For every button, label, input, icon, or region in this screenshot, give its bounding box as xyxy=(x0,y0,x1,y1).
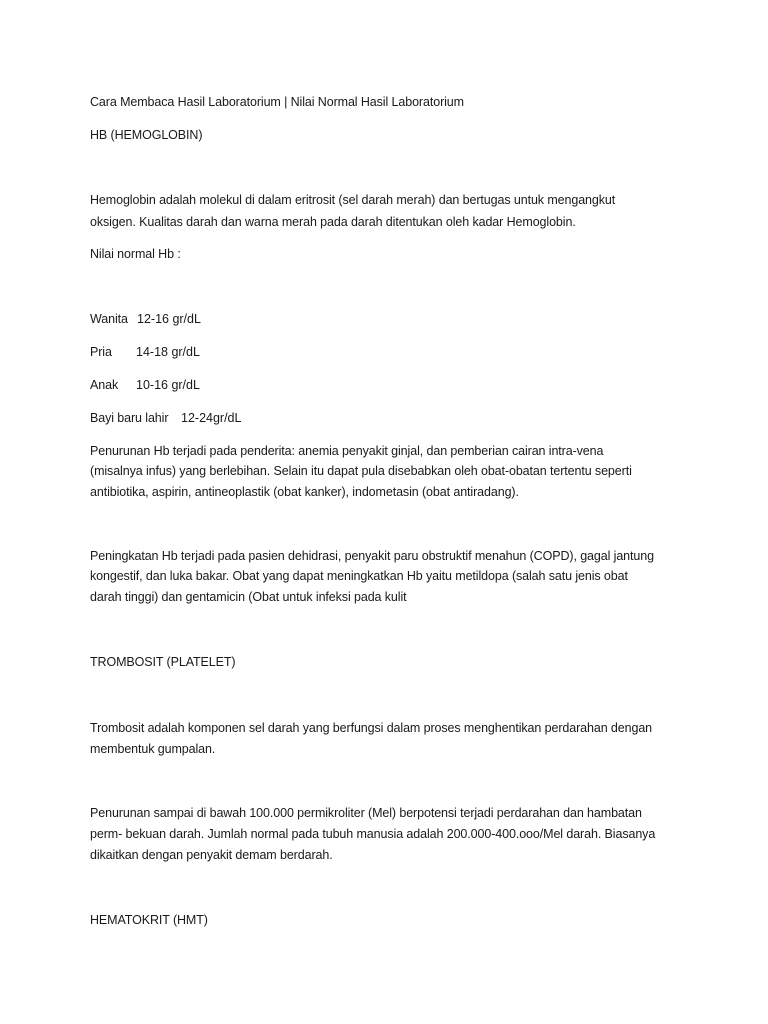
hb-decrease-line: antibiotika, aspirin, antineoplastik (obat kanker), indometasin (obat antiradang). xyxy=(90,485,519,499)
normal-value-wanita: 12-16 gr/dL xyxy=(137,312,201,326)
normal-value-pria: 14-18 gr/dL xyxy=(136,345,200,359)
hb-increase-line: darah tinggi) dan gentamicin (Obat untuk infeksi pada kulit xyxy=(90,590,407,604)
normal-group-bayi: Bayi baru lahir xyxy=(90,411,169,425)
section-heading-hb: HB (HEMOGLOBIN) xyxy=(90,128,203,142)
section-heading-trombosit: TROMBOSIT (PLATELET) xyxy=(90,655,236,669)
hb-normal-label: Nilai normal Hb : xyxy=(90,247,181,261)
section-heading-hematokrit: HEMATOKRIT (HMT) xyxy=(90,913,208,927)
normal-value-anak: 10-16 gr/dL xyxy=(136,378,200,392)
trombosit-decrease-line: dikaitkan dengan penyakit demam berdarah. xyxy=(90,848,333,862)
hb-intro-line: Hemoglobin adalah molekul di dalam eritrosit (sel darah merah) dan bertugas untuk mengangkut xyxy=(90,193,616,207)
document-title: Cara Membaca Hasil Laboratorium | Nilai Normal Hasil Laboratorium xyxy=(90,95,464,109)
trombosit-intro-line: Trombosit adalah komponen sel darah yang berfungsi dalam proses menghentikan perdarahan dengan xyxy=(90,721,653,735)
trombosit-decrease-line: perm- bekuan darah. Jumlah normal pada tubuh manusia adalah 200.000-400.ooo/Mel darah. Biasanya xyxy=(90,827,656,841)
trombosit-decrease-line: Penurunan sampai di bawah 100.000 permikroliter (Mel) berpotensi terjadi perdarahan dan hambatan xyxy=(90,806,642,820)
hb-intro-line: oksigen. Kualitas darah dan warna merah pada darah ditentukan oleh kadar Hemoglobin. xyxy=(90,215,576,229)
hb-increase-line: kongestif, dan luka bakar. Obat yang dapat meningkatkan Hb yaitu metildopa (salah satu jenis obat xyxy=(90,569,628,583)
normal-group-pria: Pria xyxy=(90,345,112,359)
hb-decrease-line: Penurunan Hb terjadi pada penderita: anemia penyakit ginjal, dan pemberian cairan intra-vena xyxy=(90,444,604,458)
normal-value-bayi: 12-24gr/dL xyxy=(181,411,242,425)
trombosit-intro-line: membentuk gumpalan. xyxy=(90,742,216,756)
hb-increase-line: Peningkatan Hb terjadi pada pasien dehidrasi, penyakit paru obstruktif menahun (COPD), gagal jantung xyxy=(90,549,654,563)
hb-decrease-line: (misalnya infus) yang berlebihan. Selain itu dapat pula disebabkan oleh obat-obatan tertentu seperti xyxy=(90,464,632,478)
normal-group-anak: Anak xyxy=(90,378,119,392)
normal-group-wanita: Wanita xyxy=(90,312,128,326)
